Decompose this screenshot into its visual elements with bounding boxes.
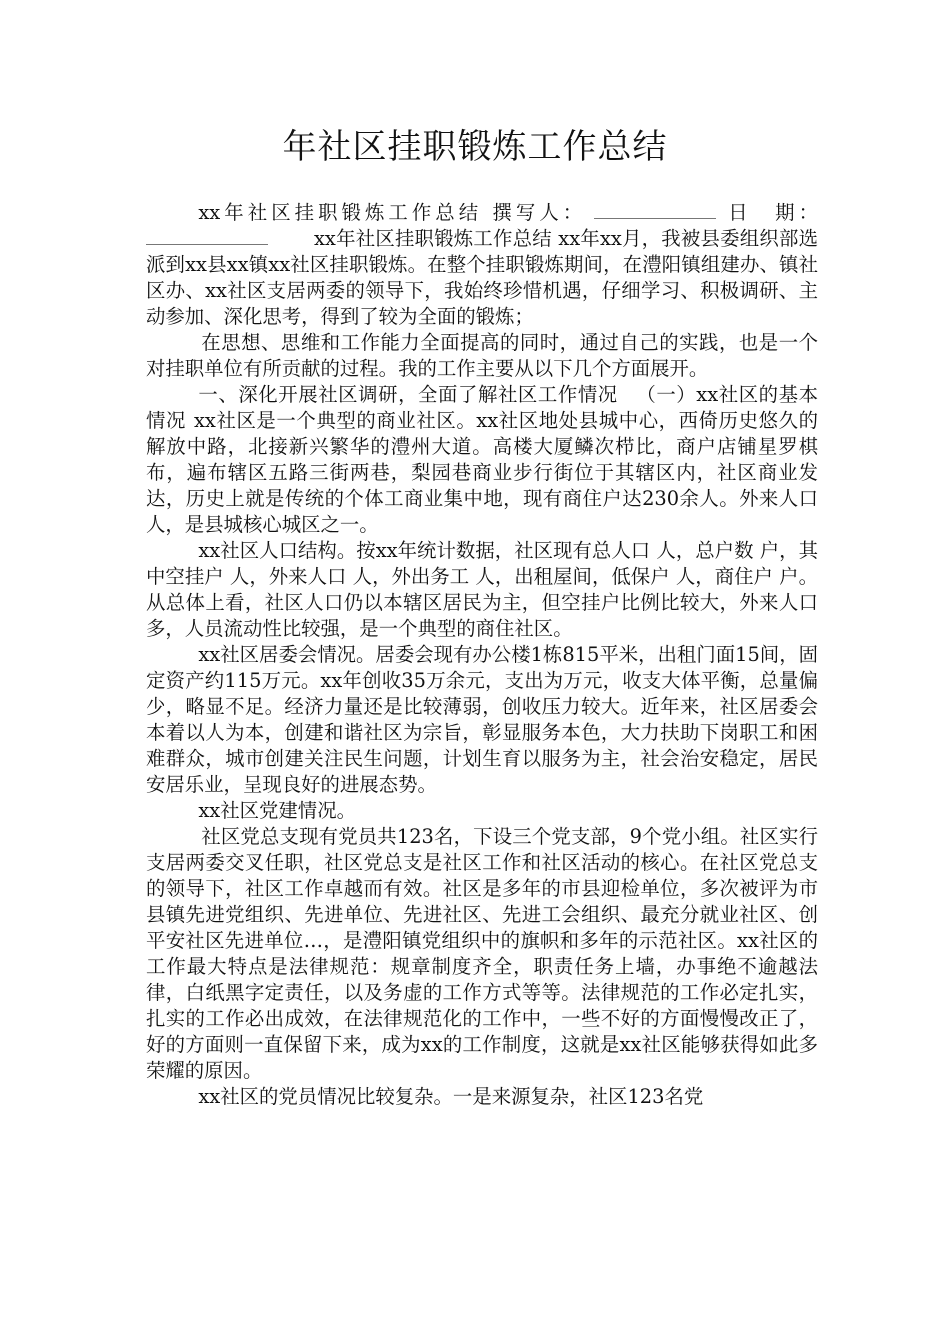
committee-paragraph: xx社区居委会情况。居委会现有办公楼1栋815平米，出租门面15间，固定资产约115万元。xx年创收35万余元，支出为万元，收支大体平衡，总量偏少，略显不足。经济力量还是比较薄弱，创收压力较大。近年来，社区居委会本着以人为本，创建和谐社区为宗旨，彰显服务本色，大力扶助下岗职工和困难群众，城市创建关注民生问题，计划生育以服务为主，社会治安稳定，居民安居乐业，呈现良好的进展态势。 [146, 643, 818, 796]
date-blank-line [146, 227, 268, 245]
party-building-heading: xx社区党建情况。 [198, 799, 356, 822]
paragraph-2: 在思想、思维和工作能力全面提高的同时，通过自己的实践，也是一个对挂职单位有所贡献的过程。我的工作主要从以下几个方面展开。 [146, 331, 818, 380]
subsection-1-heading: （一）xx社区的基本情况 [146, 383, 819, 432]
date-label: 日 期： [724, 201, 819, 224]
section-1-text: xx社区是一个典型的商业社区。xx社区地处县城中心，西倚历史悠久的解放中路，北接新兴繁华的澧州大道。高楼大厦鳞次栉比，商户店铺星罗棋布，遍布辖区五路三街两巷，梨园巷商业步行街位于其辖区内，社区商业发达，历史上就是传统的个体工商业集中地，现有商住户达230余人。外来人口 人，是县城核心城区之一。 [146, 409, 818, 536]
intro-paragraph [146, 200, 818, 330]
document-body [146, 200, 818, 1110]
author-blank-line [594, 201, 716, 219]
party-branch-paragraph: 社区党总支现有党员共123名，下设三个党支部，9个党小组。社区实行支居两委交叉任职，社区党总支是社区工作和社区活动的核心。在社区党总支的领导下，社区工作卓越而有效。社区是多年的市县迎检单位，多次被评为市县镇先进党组织、先进单位、先进社区、先进工会组织、最充分就业社区、创平安社区先进单位…，是澧阳镇党组织中的旗帜和多年的示范社区。xx社区的工作最大特点是法律规范：规章制度齐全，职责任务上墙，办事绝不逾越法律，白纸黑字定责任，以及务虚的工作方式等等。法律规范的工作必定扎实，扎实的工作必出成效，在法律规范化的工作中，一些不好的方面慢慢改正了，好的方面则一直保留下来，成为xx的工作制度，这就是xx社区能够获得如此多荣耀的原因。 [146, 825, 818, 1082]
document-title: 年社区挂职锻炼工作总结 [282, 127, 668, 167]
intro-heading: xx年社区挂职锻炼工作总结 撰写人： [198, 201, 587, 224]
party-members-paragraph: xx社区的党员情况比较复杂。一是来源复杂，社区123名党 [198, 1085, 704, 1108]
section-1-heading: 一、深化开展社区调研，全面了解社区工作情况 [198, 383, 618, 406]
intro-text: xx年社区挂职锻炼工作总结 xx年xx月，我被县委组织部选派到xx县xx镇xx社区挂职锻炼。在整个挂职锻炼期间，在澧阳镇组建办、镇社区办、xx社区支居两委的领导下，我始终珍惜机遇，仔细学习、积极调研、主动参加、深化思考，得到了较为全面的锻炼； [146, 227, 818, 328]
section-1-paragraph [146, 382, 818, 538]
population-paragraph: xx社区人口结构。按xx年统计数据，社区现有总人口 人，总户数 户，其中空挂户 人，外来人口 人，外出务工 人，出租屋间，低保户 人，商住户 户。从总体上看，社区人口仍以本辖区居民为主，但空挂户比例比较大，外来人口多，人员流动性比较强，是一个典型的商住社区。 [146, 539, 818, 640]
